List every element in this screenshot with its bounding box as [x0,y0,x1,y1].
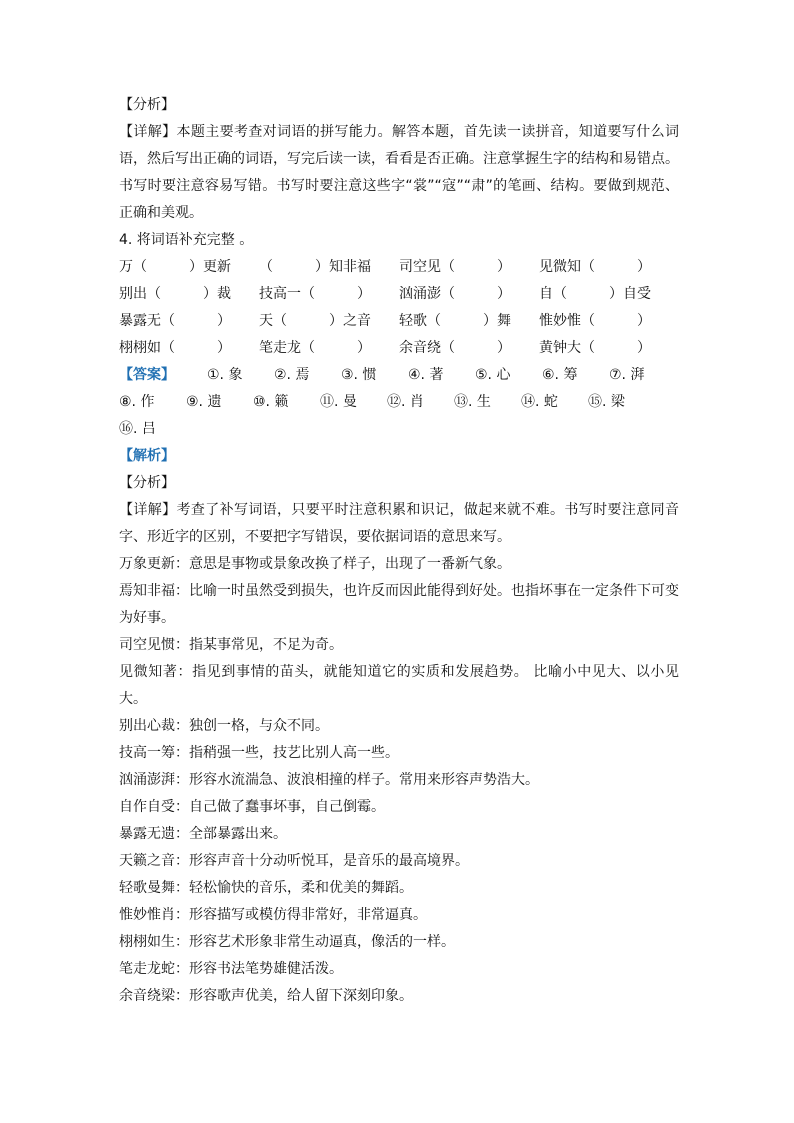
fill-in-grid [119,254,679,362]
list-item: 汹涌澎湃：形容水流湍急、波浪相撞的样子。常用来形容声势浩大。 [119,772,539,788]
explanation-label: 【解析】 [119,448,175,464]
grid-cell: 惟妙惟（ ） [539,313,651,329]
grid-cell: 暴露无（ ） [119,313,231,329]
answer-item: ⑭. 蛇 [521,394,558,410]
list-item: 暴露无遗：全部暴露出来。 [119,826,287,842]
grid-cell: 见微知（ ） [539,259,651,275]
grid-row [119,281,679,308]
answer-item: ②. 焉 [274,367,310,383]
grid-cell: 轻歌（ ）舞 [399,313,511,329]
answer-item: ⑧. 作 [119,394,155,410]
answer-item: ⑮. 梁 [588,394,625,410]
answer-label: 【答案】 [119,367,175,383]
answer-row [119,389,679,416]
list-item: 惟妙惟肖：形容描写或模仿得非常好，非常逼真。 [119,907,427,923]
grid-cell: 笔走龙（ ） [259,340,371,356]
answer-row [119,416,679,443]
grid-cell: 技高一（ ） [259,286,371,302]
answer-item: ⑪. 曼 [320,394,357,410]
list-item: 天籁之音：形容声音十分动听悦耳，是音乐的最高境界。 [119,853,469,869]
grid-cell: （ ）知非福 [259,259,371,275]
answer-item: ⑬. 生 [454,394,491,410]
answer-item: ⑯. 吕 [119,421,156,437]
grid-row [119,335,679,362]
list-item: 司空见惯：指某事常见，不足为奇。 [119,637,343,653]
list-item: 轻歌曼舞：轻松愉快的音乐，柔和优美的舞蹈。 [119,880,413,896]
list-item: 余音绕梁：形容歌声优美，给人留下深刻印象。 [119,988,413,1004]
grid-cell: 汹涌澎（ ） [399,286,511,302]
grid-cell: 别出（ ）裁 [119,286,231,302]
grid-row [119,254,679,281]
question-title: 4. 将词语补充完整 。 [119,232,254,248]
answer-item: ④. 著 [408,367,444,383]
analysis-heading: 【分析】 [119,97,175,113]
answer-item: ③. 惯 [341,367,377,383]
list-item: 笔走龙蛇：形容书法笔势雄健活泼。 [119,961,343,977]
grid-cell: 天（ ）之音 [259,313,371,329]
detail-paragraph: 【详解】本题主要考查对词语的拼写能力。解答本题，首先读一读拼音，知道要写什么词语，然后写出正确的词语，写完后读一读，看看是否正确。注意掌握生字的结构和易错点。书写时要注意容易写错。书写时要注意这些字“裳”“寇”“肃”的笔画、结构。要做到规范、正确和美观。 [119,124,679,221]
grid-cell: 黄钟大（ ） [539,340,651,356]
grid-cell: 余音绕（ ） [399,340,511,356]
answer-row [119,362,679,389]
grid-row [119,308,679,335]
grid-cell: 万（ ）更新 [119,259,231,275]
answer-item: ⑨. 遗 [186,394,222,410]
answer-item: ⑩. 籁 [253,394,289,410]
grid-cell: 司空见（ ） [399,259,511,275]
answer-item: ⑥. 筹 [542,367,578,383]
list-item: 焉知非福：比喻一时虽然受到损失，也许反而因此能得到好处。也指坏事在一定条件下可变为好事。 [119,583,679,626]
list-item: 技高一筹：指稍强一些，技艺比别人高一些。 [119,745,399,761]
list-item: 万象更新：意思是事物或景象改换了样子，出现了一番新气象。 [119,556,511,572]
answer-item: ⑤. 心 [475,367,511,383]
answer-item: ⑫. 肖 [387,394,424,410]
grid-cell: 自（ ）自受 [539,286,651,302]
list-item: 别出心裁：独创一格，与众不同。 [119,718,329,734]
answer-item: ⑦. 湃 [609,367,645,383]
grid-cell: 栩栩如（ ） [119,340,231,356]
list-item: 栩栩如生：形容艺术形象非常生动逼真，像活的一样。 [119,934,455,950]
list-item: 自作自受：自己做了蠢事坏事，自己倒霉。 [119,799,385,815]
list-item: 见微知著：指见到事情的苗头，就能知道它的实质和发展趋势。 比喻小中见大、以小见大。 [119,664,679,707]
answer-block [119,362,679,443]
idiom-list [119,551,679,1010]
answer-item: ①. 象 [207,367,243,383]
explanation-detail: 【详解】考查了补写词语，只要平时注意积累和识记，做起来就不难。书写时要注意同音字、形近字的区别，不要把字写错误，要依据词语的意思来写。 [119,502,679,545]
content-column [119,92,679,1010]
analysis-heading-2: 【分析】 [119,475,175,491]
